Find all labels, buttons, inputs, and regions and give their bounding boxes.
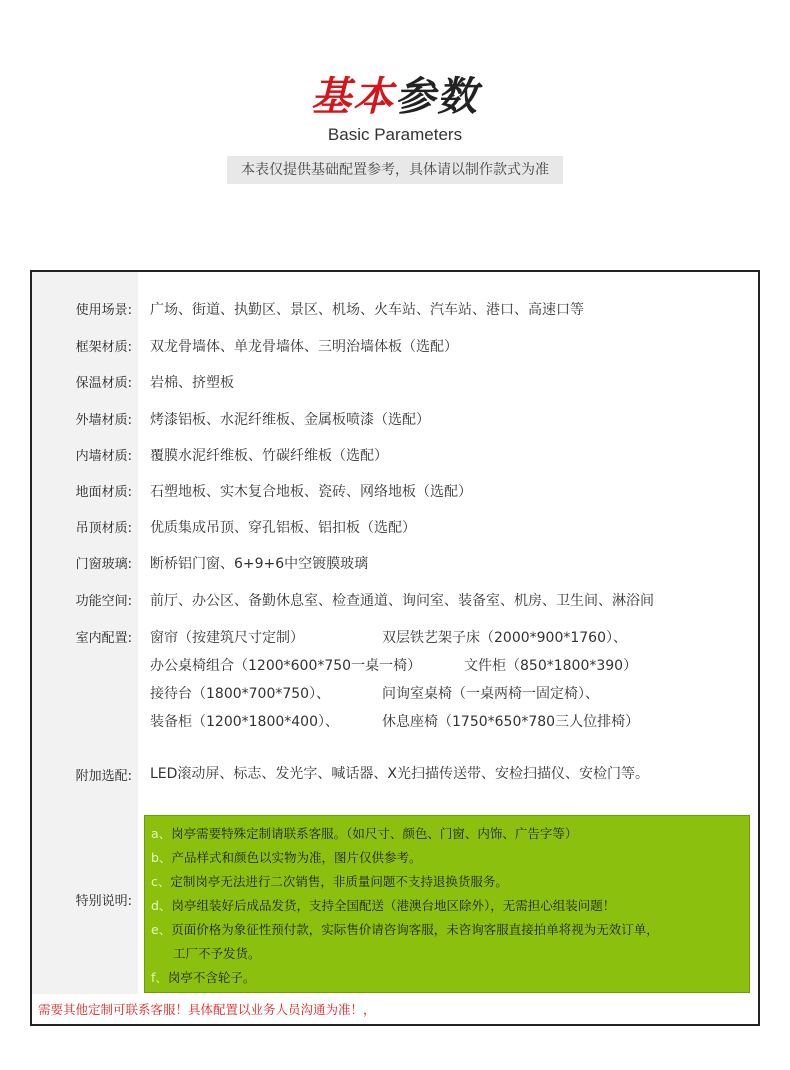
note-item: 工厂不予发货。 (173, 946, 261, 961)
config-item: 双层铁艺架子床（2000*900*1760）、 (382, 630, 627, 646)
row-label: 门窗玻璃: (75, 557, 132, 572)
row-value: 烤漆铝板、水泥纤维板、金属板喷漆（选配） (150, 412, 430, 428)
row-label: 吊顶材质: (75, 521, 132, 536)
row-value: 石塑地板、实木复合地板、瓷砖、网络地板（选配） (150, 484, 472, 500)
row-label: 地面材质: (75, 485, 132, 500)
row-label: 保温材质: (75, 376, 132, 391)
note-item: f、岗亭不含轮子。 (151, 970, 256, 985)
row-label: 附加选配: (75, 769, 132, 784)
special-notes-box (144, 815, 750, 993)
config-item: 文件柜（850*1800*390） (464, 658, 638, 674)
row-label: 框架材质: (75, 340, 132, 355)
note-item: b、产品样式和颜色以实物为准，图片仅供参考。 (151, 850, 422, 865)
note-item: a、岗亭需要特殊定制请联系客服。（如尺寸、颜色、门窗、内饰、广告字等） (151, 826, 578, 841)
row-label: 特别说明: (75, 894, 132, 909)
row-value: 优质集成吊顶、穿孔铝板、铝扣板（选配） (150, 520, 416, 536)
row-value: 覆膜水泥纤维板、竹碳纤维板（选配） (150, 448, 388, 464)
row-label: 使用场景: (75, 303, 132, 318)
row-label: 外墙材质: (75, 413, 132, 428)
note-item: d、岗亭组装好后成品发货，支持全国配送（港澳台地区除外），无需担心组装问题！ (151, 898, 616, 913)
note-item: e、页面价格为象征性预付款，实际售价请咨询客服，未咨询客服直接拍单将视为无效订单， (151, 922, 659, 937)
row-value: 双龙骨墙体、单龙骨墙体、三明治墙体板（选配） (150, 339, 458, 355)
page-title (0, 72, 790, 122)
subtitle-banner: 本表仅提供基础配置参考，具体请以制作款式为准 (227, 156, 563, 184)
row-value: 断桥铝门窗、6+9+6中空镀膜玻璃 (150, 556, 369, 572)
row-label: 内墙材质: (75, 449, 132, 464)
config-item: 休息座椅（1750*650*780三人位排椅） (382, 714, 640, 730)
header (0, 72, 790, 184)
row-value: LED滚动屏、标志、发光字、喊话器、X光扫描传送带、安检扫描仪、安检门等。 (150, 766, 650, 782)
row-value: 岩棉、挤塑板 (150, 375, 234, 391)
footer-notice: 需要其他定制可联系客服！具体配置以业务人员沟通为准！， (38, 1002, 376, 1017)
row-label: 功能空间: (75, 594, 132, 609)
note-item: c、定制岗亭无法进行二次销售，非质量问题不支持退换货服务。 (151, 874, 508, 889)
config-item: 办公桌椅组合（1200*600*750一桌一椅） (150, 658, 422, 674)
config-item: 问询室桌椅（一桌两椅一固定椅）、 (382, 686, 599, 702)
page-title-english: Basic Parameters (327, 125, 463, 144)
config-item: 装备柜（1200*1800*400）、 (150, 714, 339, 730)
row-label: 室内配置: (75, 631, 132, 646)
row-value: 前厅、办公区、备勤休息室、检查通道、询问室、装备室、机房、卫生间、淋浴间 (150, 593, 654, 609)
config-item: 窗帘（按建筑尺寸定制） (150, 630, 304, 646)
parameters-panel (30, 270, 760, 1026)
title-black: 参数 (395, 73, 479, 120)
title-red: 基本 (311, 73, 395, 120)
row-value: 广场、街道、执勤区、景区、机场、火车站、汽车站、港口、高速口等 (150, 302, 584, 318)
config-item: 接待台（1800*700*750）、 (150, 686, 331, 702)
